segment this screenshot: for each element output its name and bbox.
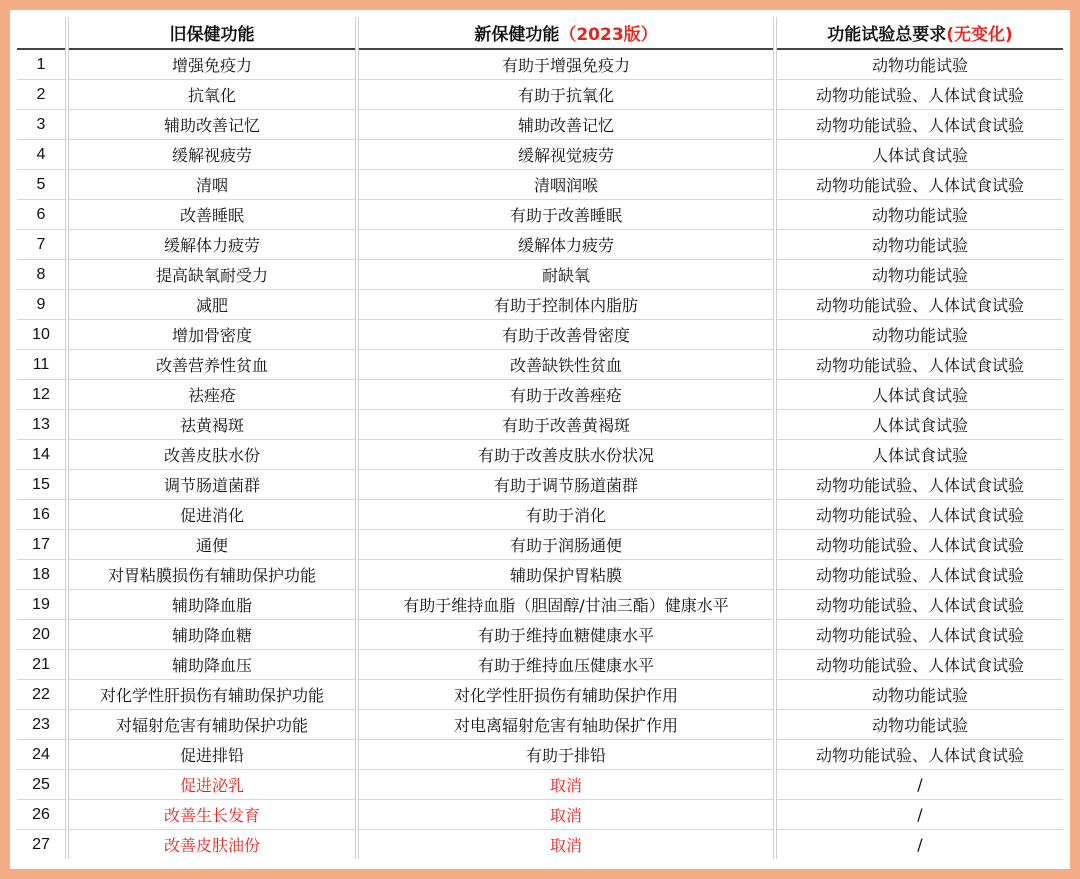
test-requirement-cell: 动物功能试验、人体试食试验 xyxy=(775,560,1063,590)
test-requirement-cell: 动物功能试验 xyxy=(775,49,1063,80)
old-function-cell: 缓解视疲劳 xyxy=(67,140,357,170)
table-row xyxy=(17,560,1063,590)
row-number: 7 xyxy=(17,230,67,260)
new-function-cell: 有助于消化 xyxy=(357,500,775,530)
table-row xyxy=(17,320,1063,350)
old-function-cell: 增加骨密度 xyxy=(67,320,357,350)
old-function-cell: 抗氧化 xyxy=(67,80,357,110)
old-function-cell: 对辐射危害有辅助保护功能 xyxy=(67,710,357,740)
header-req-note: (无变化) xyxy=(946,25,1013,45)
table-row xyxy=(17,650,1063,680)
table-row xyxy=(17,290,1063,320)
table-row xyxy=(17,470,1063,500)
old-function-cell: 辅助降血脂 xyxy=(67,590,357,620)
row-number: 9 xyxy=(17,290,67,320)
test-requirement-cell: 人体试食试验 xyxy=(775,380,1063,410)
table-row xyxy=(17,590,1063,620)
test-requirement-cell: / xyxy=(775,830,1063,860)
table-row xyxy=(17,380,1063,410)
header-new-main: 新保健功能 xyxy=(474,25,560,45)
test-requirement-cell: 动物功能试验 xyxy=(775,680,1063,710)
old-function-cell: 改善皮肤油份 xyxy=(67,830,357,860)
old-function-cell: 祛痤疮 xyxy=(67,380,357,410)
old-function-cell: 改善皮肤水份 xyxy=(67,440,357,470)
new-function-cell: 辅助改善记忆 xyxy=(357,110,775,140)
old-function-cell: 通便 xyxy=(67,530,357,560)
row-number: 14 xyxy=(17,440,67,470)
test-requirement-cell: / xyxy=(775,800,1063,830)
new-function-cell: 有助于维持血糖健康水平 xyxy=(357,620,775,650)
new-function-cell: 有助于改善皮肤水份状况 xyxy=(357,440,775,470)
old-function-cell: 调节肠道菌群 xyxy=(67,470,357,500)
test-requirement-cell: 动物功能试验、人体试食试验 xyxy=(775,620,1063,650)
new-function-cell: 有助于排铅 xyxy=(357,740,775,770)
test-requirement-cell: 动物功能试验、人体试食试验 xyxy=(775,530,1063,560)
old-function-cell: 提高缺氧耐受力 xyxy=(67,260,357,290)
new-function-cell: 有助于改善黄褐斑 xyxy=(357,410,775,440)
table-row xyxy=(17,350,1063,380)
old-function-cell: 辅助降血糖 xyxy=(67,620,357,650)
new-function-cell: 有助于增强免疫力 xyxy=(357,49,775,80)
table-row xyxy=(17,200,1063,230)
new-function-cell: 对电离辐射危害有轴助保扩作用 xyxy=(357,710,775,740)
row-number: 3 xyxy=(17,110,67,140)
test-requirement-cell: 动物功能试验、人体试食试验 xyxy=(775,470,1063,500)
row-number: 15 xyxy=(17,470,67,500)
new-function-cell: 有助于改善睡眠 xyxy=(357,200,775,230)
old-function-cell: 改善睡眠 xyxy=(67,200,357,230)
new-function-cell: 有助于维持血脂（胆固醇/甘油三酯）健康水平 xyxy=(357,590,775,620)
test-requirement-cell: 动物功能试验 xyxy=(775,200,1063,230)
new-function-cell: 辅助保护胃粘膜 xyxy=(357,560,775,590)
test-requirement-cell: 动物功能试验 xyxy=(775,230,1063,260)
row-number: 16 xyxy=(17,500,67,530)
test-requirement-cell: 人体试食试验 xyxy=(775,440,1063,470)
new-function-cell: 取消 xyxy=(357,770,775,800)
new-function-cell: 有助于改善痤疮 xyxy=(357,380,775,410)
old-function-cell: 对胃粘膜损伤有辅助保护功能 xyxy=(67,560,357,590)
new-function-cell: 有助于维持血压健康水平 xyxy=(357,650,775,680)
new-function-cell: 取消 xyxy=(357,830,775,860)
old-function-cell: 促进排铅 xyxy=(67,740,357,770)
table-row xyxy=(17,110,1063,140)
row-number: 6 xyxy=(17,200,67,230)
old-function-cell: 辅助改善记忆 xyxy=(67,110,357,140)
new-function-cell: 清咽润喉 xyxy=(357,170,775,200)
test-requirement-cell: 动物功能试验、人体试食试验 xyxy=(775,110,1063,140)
header-num xyxy=(17,17,67,49)
table-row xyxy=(17,140,1063,170)
new-function-cell: 改善缺铁性贫血 xyxy=(357,350,775,380)
table-row xyxy=(17,500,1063,530)
old-function-cell: 缓解体力疲劳 xyxy=(67,230,357,260)
old-function-cell: 辅助降血压 xyxy=(67,650,357,680)
new-function-cell: 有助于抗氧化 xyxy=(357,80,775,110)
old-function-cell: 促进泌乳 xyxy=(67,770,357,800)
table-row xyxy=(17,49,1063,80)
table-row xyxy=(17,740,1063,770)
new-function-cell: 有助于控制体内脂肪 xyxy=(357,290,775,320)
table-row xyxy=(17,680,1063,710)
new-function-cell: 有助于润肠通便 xyxy=(357,530,775,560)
row-number: 24 xyxy=(17,740,67,770)
table-row xyxy=(17,410,1063,440)
health-function-comparison-table xyxy=(17,17,1063,859)
old-function-cell: 减肥 xyxy=(67,290,357,320)
row-number: 1 xyxy=(17,49,67,80)
row-number: 17 xyxy=(17,530,67,560)
row-number: 8 xyxy=(17,260,67,290)
row-number: 4 xyxy=(17,140,67,170)
header-test-requirement xyxy=(775,17,1063,49)
table-row xyxy=(17,170,1063,200)
old-function-cell: 改善营养性贫血 xyxy=(67,350,357,380)
header-old-function: 旧保健功能 xyxy=(67,17,357,49)
row-number: 27 xyxy=(32,835,50,853)
test-requirement-cell: 动物功能试验、人体试食试验 xyxy=(775,290,1063,320)
test-requirement-cell: 动物功能试验 xyxy=(775,260,1063,290)
old-function-cell: 对化学性肝损伤有辅助保护功能 xyxy=(67,680,357,710)
table-row xyxy=(17,800,1063,830)
test-requirement-cell: 动物功能试验 xyxy=(775,320,1063,350)
old-function-cell: 祛黄褐斑 xyxy=(67,410,357,440)
test-requirement-cell: 动物功能试验、人体试食试验 xyxy=(775,350,1063,380)
test-requirement-cell: 人体试食试验 xyxy=(775,410,1063,440)
row-number: 13 xyxy=(17,410,67,440)
new-function-cell: 取消 xyxy=(357,800,775,830)
new-function-cell: 耐缺氧 xyxy=(357,260,775,290)
old-function-cell: 改善生长发育 xyxy=(67,800,357,830)
new-function-cell: 缓解体力疲劳 xyxy=(357,230,775,260)
row-number: 18 xyxy=(17,560,67,590)
test-requirement-cell: 动物功能试验、人体试食试验 xyxy=(775,650,1063,680)
table-row xyxy=(17,830,1063,860)
row-number: 11 xyxy=(17,350,67,380)
row-number: 2 xyxy=(17,80,67,110)
row-number: 25 xyxy=(17,770,67,800)
test-requirement-cell: 动物功能试验、人体试食试验 xyxy=(775,500,1063,530)
test-requirement-cell: 动物功能试验 xyxy=(775,710,1063,740)
old-function-cell: 促进消化 xyxy=(67,500,357,530)
row-number: 22 xyxy=(17,680,67,710)
table-row xyxy=(17,530,1063,560)
header-new-version: （2023版） xyxy=(559,25,658,45)
table-row xyxy=(17,710,1063,740)
row-number: 10 xyxy=(17,320,67,350)
header-new-function xyxy=(357,17,775,49)
table-row xyxy=(17,260,1063,290)
header-req-main: 功能试验总要求 xyxy=(827,25,947,45)
test-requirement-cell: 动物功能试验、人体试食试验 xyxy=(775,80,1063,110)
new-function-cell: 对化学性肝损伤有辅助保护作用 xyxy=(357,680,775,710)
row-number: 19 xyxy=(17,590,67,620)
test-requirement-cell: 动物功能试验、人体试食试验 xyxy=(775,590,1063,620)
header-row xyxy=(17,17,1063,49)
table-row xyxy=(17,230,1063,260)
table-row xyxy=(17,770,1063,800)
new-function-cell: 有助于改善骨密度 xyxy=(357,320,775,350)
old-function-cell: 增强免疫力 xyxy=(67,49,357,80)
table-row xyxy=(17,440,1063,470)
row-number: 5 xyxy=(17,170,67,200)
old-function-cell: 清咽 xyxy=(67,170,357,200)
row-number: 12 xyxy=(17,380,67,410)
test-requirement-cell: 动物功能试验、人体试食试验 xyxy=(775,740,1063,770)
table-row xyxy=(17,620,1063,650)
row-number: 26 xyxy=(17,800,67,830)
test-requirement-cell: 人体试食试验 xyxy=(775,140,1063,170)
row-number: 20 xyxy=(17,620,67,650)
row-number: 23 xyxy=(17,710,67,740)
new-function-cell: 有助于调节肠道菌群 xyxy=(357,470,775,500)
test-requirement-cell: 动物功能试验、人体试食试验 xyxy=(775,170,1063,200)
test-requirement-cell: / xyxy=(775,770,1063,800)
table-row xyxy=(17,80,1063,110)
row-number: 21 xyxy=(17,650,67,680)
new-function-cell: 缓解视觉疲劳 xyxy=(357,140,775,170)
